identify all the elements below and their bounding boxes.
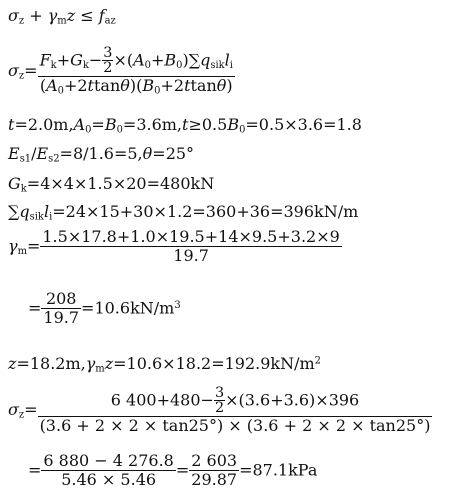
sigma-result-fraction-2 bbox=[189, 452, 239, 490]
gamma-result-denominator: 19.7 bbox=[43, 308, 80, 328]
eq-gamma-result: = $\frac{208}{19.7}$ $=10.6kN/m^3$ bbox=[28, 289, 181, 328]
eq-gk: $G_k=4\times 4\times 1.5\times 20=480kN$ bbox=[8, 174, 215, 195]
sigma-result-den-1: 5.46 × 5.46 bbox=[61, 470, 157, 490]
gamma-numerator: 1.5×17.8+1.0×19.5+14×9.5+3.2×9 bbox=[42, 227, 340, 246]
sigma-result-den-2: 29.87 bbox=[191, 470, 238, 490]
eq-geometry: $t=2.0m,A_0=B_0=3.6m,t\ge 0.5B_0=0.5\times 3.6=1.8$ bbox=[8, 115, 362, 136]
sigma-numeric-denominator: (3.6 + 2 × 2 × tan25°) × (3.6 + 2 × 2 × tan25°) bbox=[39, 415, 431, 435]
sigma-fraction: $F_k+G_k-$ $\frac{3}{2}$ $\times(A_0+B_0)\sum q_{sik}l_i$ $(A_0+2ttan\theta)(B_0+2ttan\theta)$ bbox=[39, 45, 233, 97]
eq-gamma-m: $\gamma_m=$ $\frac{1.5\times 17.8+1.0\times 19.5+14\times 9.5+3.2\times 9}{19.7}$ bbox=[8, 227, 340, 266]
eq-friction-sum: $\sum q_{sik}l_i=24\times 15+30\times 1.2=360+36=396kN/m$ bbox=[8, 202, 359, 223]
sigma-result-num-2: 2 603 bbox=[191, 451, 238, 470]
eq-sigma-formula: $\sigma_z=$ $F_k+G_k-$ $\frac{3}{2}$ $\times(A_0+B_0)\sum q_{sik}l_i$ $(A_0+2ttan\theta)(B_0+2ttan\theta)$ bbox=[8, 45, 233, 97]
eq-sigma-result: = $\frac{6 880 - 4 276.8}{5.46 \times 5.46}$ = $\frac{2 603}{29.87}$ =87.1kPa bbox=[28, 451, 318, 490]
gamma-result-fraction bbox=[41, 290, 81, 328]
gamma-result-numerator: 208 bbox=[41, 290, 81, 309]
sigma-numeric-fraction: 6 400+480− $\frac{3}{2}$ ×(3.6+3.6)×396 (3.6 + 2 × 2 × tan25°) × (3.6 + 2 × 2 × tan25°) bbox=[39, 385, 431, 435]
eq-overburden: $z=18.2m,\gamma_mz=10.6\times 18.2=192.9kN/m^2$ bbox=[8, 354, 321, 375]
sigma-result-num-1: 6 880 − 4 276.8 bbox=[43, 451, 174, 470]
eq-condition: $\sigma_z + \gamma_mz \le f_{az}$ bbox=[8, 6, 116, 27]
sigma-result-fraction-1 bbox=[41, 452, 175, 490]
gamma-denominator: 19.7 bbox=[173, 246, 209, 266]
gamma-fraction bbox=[40, 228, 341, 266]
eq-modulus-ratio: $E_{s1}/E_{s2}=8/1.6=5,\theta=25^\circ$ bbox=[8, 144, 195, 165]
eq-sigma-numeric: $\sigma_z=$ 6 400+480− $\frac{3}{2}$ ×(3.6+3.6)×396 (3.6 + 2 × 2 × tan25°) × (3.6 + 2 × 2 × tan25°) bbox=[8, 385, 431, 435]
